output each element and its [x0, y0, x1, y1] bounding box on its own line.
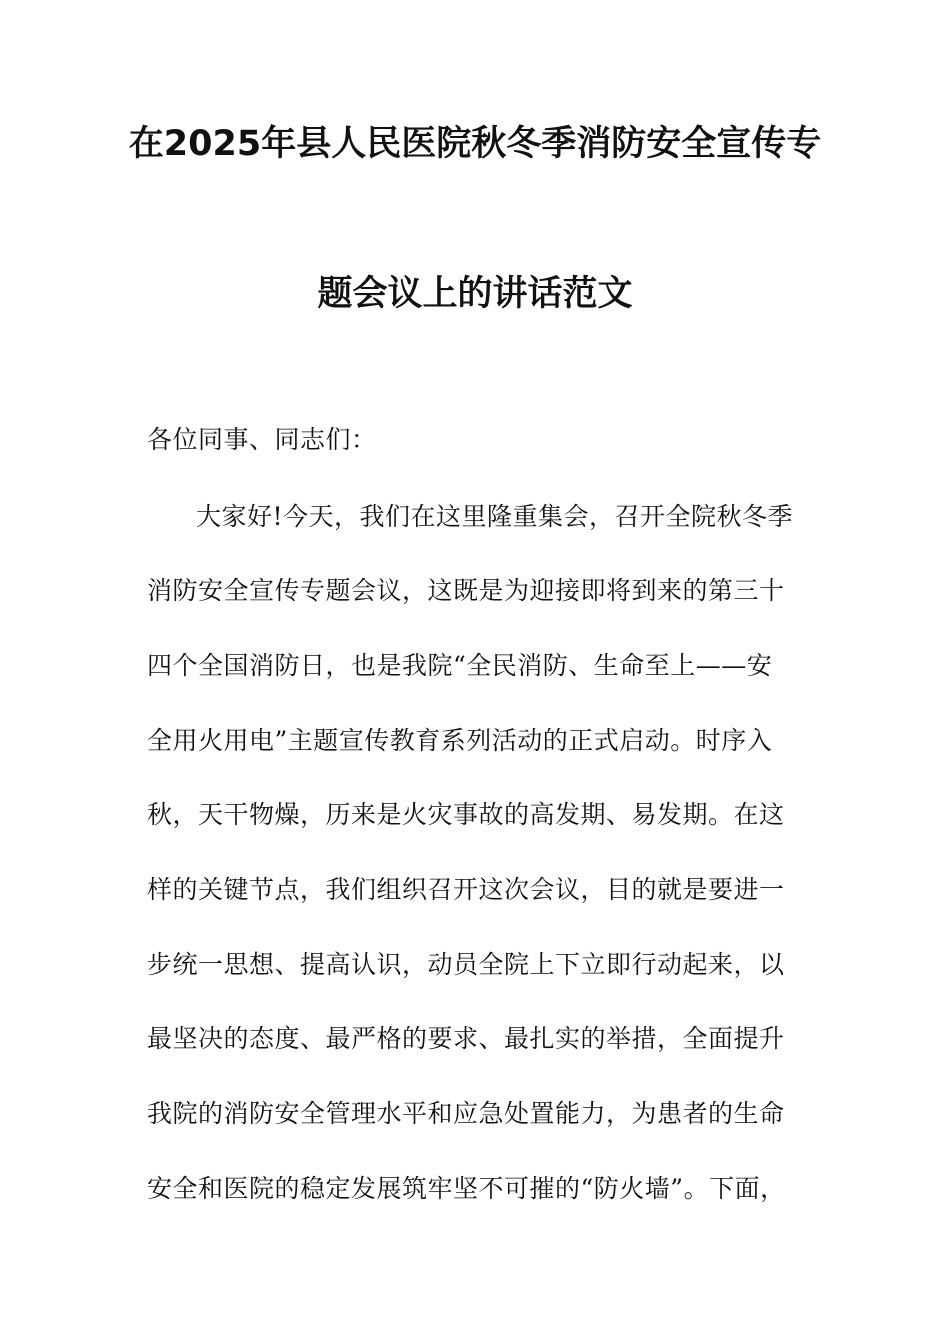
paragraph-line: 四个全国消防日，也是我院“全民消防、生命至上——安 — [147, 651, 773, 680]
paragraph-line: 安全和医院的稳定发展筑牢坚不可摧的“防火墙”。下面， — [147, 1174, 786, 1203]
paragraph-line: 秋，天干物燥，历来是火灾事故的高发期、易发期。在这 — [147, 800, 785, 829]
paragraph-line: 我院的消防安全管理水平和应急处置能力，为患者的生命 — [147, 1099, 785, 1128]
salutation: 各位同事、同志们： — [147, 425, 377, 454]
paragraph-line: 最坚决的态度、最严格的要求、最扎实的举措，全面提升 — [147, 1024, 785, 1053]
paragraph-line: 步统一思想、提高认识，动员全院上下立即行动起来，以 — [147, 950, 785, 979]
paragraph-line: 全用火用电”主题宣传教育系列活动的正式启动。时序入 — [147, 726, 773, 755]
paragraph-line: 大家好!今天，我们在这里隆重集会，召开全院秋冬季 — [196, 502, 794, 531]
document-title-line-1: 在2025年县人民医院秋冬季消防安全宣传专 — [128, 124, 822, 164]
paragraph-line: 样的关键节点，我们组织召开这次会议，目的就是要进一 — [147, 875, 785, 904]
paragraph-line: 消防安全宣传专题会议，这既是为迎接即将到来的第三十 — [147, 576, 785, 605]
document-title-line-2: 题会议上的讲话范文 — [317, 274, 633, 314]
